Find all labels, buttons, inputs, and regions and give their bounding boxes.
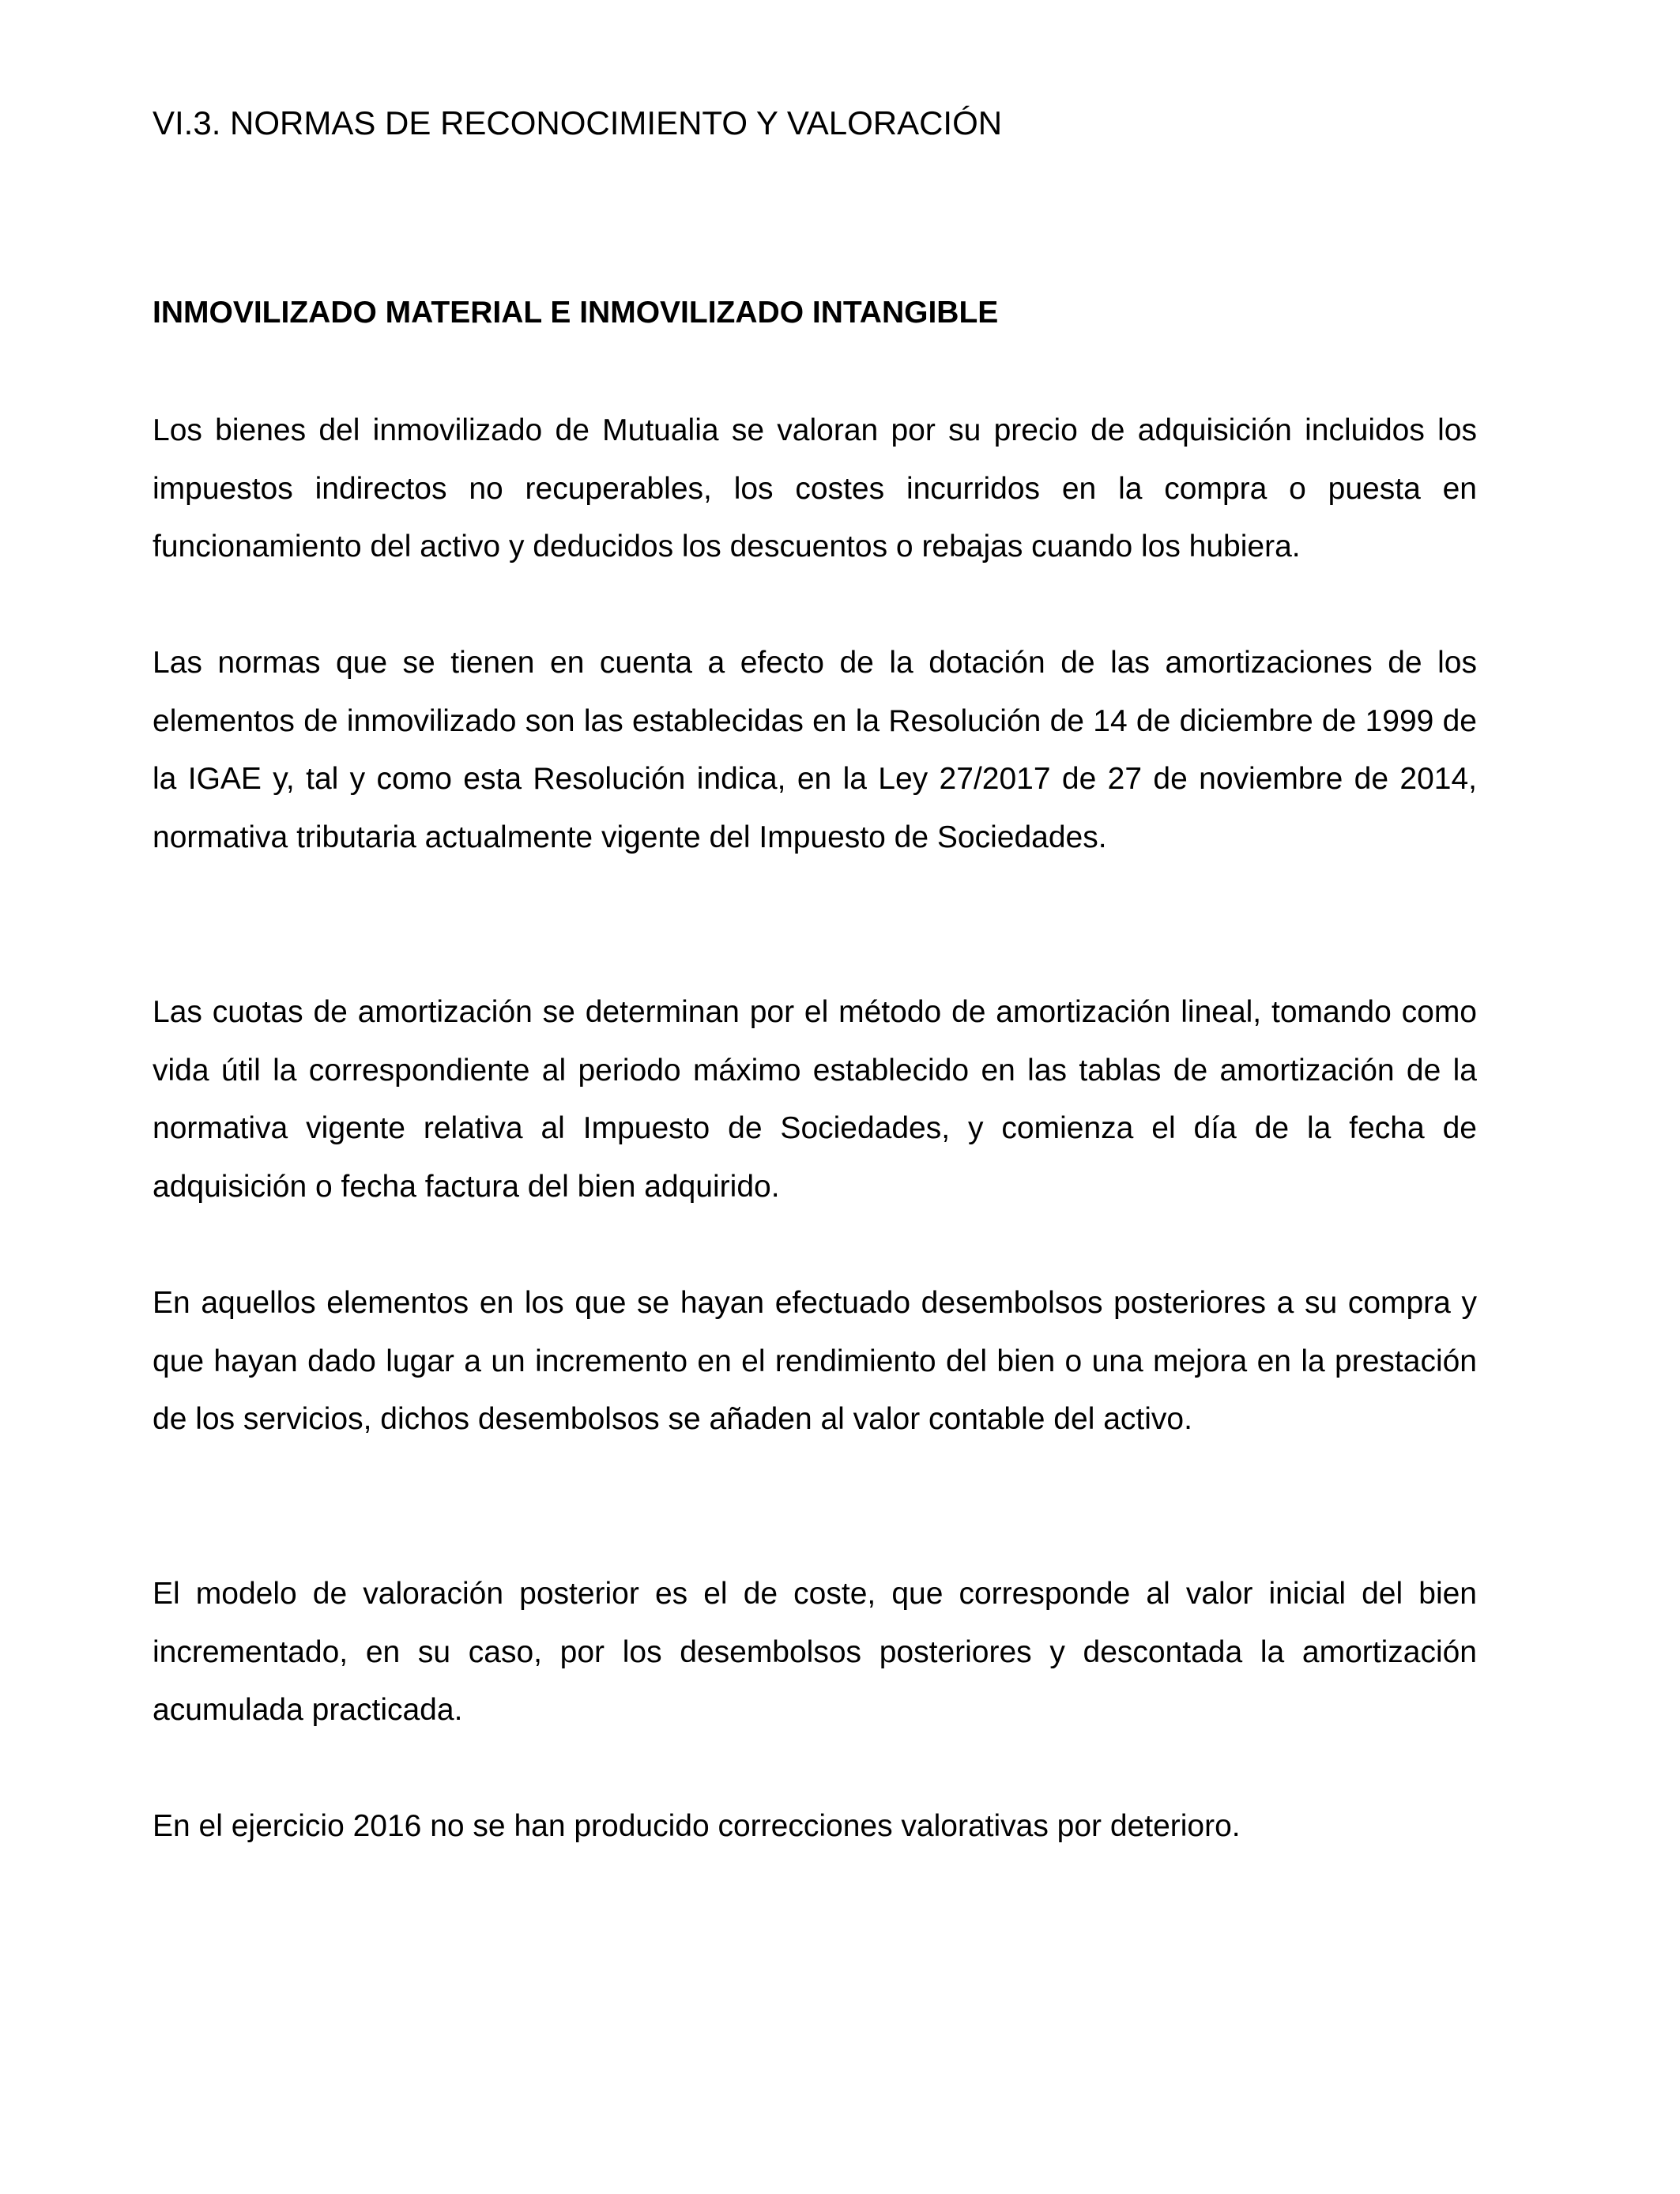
- section-heading: VI.3. NORMAS DE RECONOCIMIENTO Y VALORACIÓN: [153, 104, 1003, 141]
- paragraph-acquisition-valuation: Los bienes del inmovilizado de Mutualia se valoran por su precio de adquisición incluidos los impuestos indirectos no recuperables, los costes incurridos en la compra o puesta en funcionamiento del activo y deducidos los descuentos o rebajas cuando los hubiera.: [153, 413, 1477, 564]
- paragraph-impairment: En el ejercicio 2016 no se han producido correcciones valorativas por deterioro.: [153, 1809, 1241, 1843]
- paragraph-subsequent-valuation: El modelo de valoración posterior es el de coste, que corresponde al valor inicial del bien incrementado, en su caso, por los desembolsos posteriores y descontada la amortización acumulada practicada.: [153, 1577, 1477, 1727]
- paragraph-subsequent-expenditure: En aquellos elementos en los que se hayan efectuado desembolsos posteriores a su compra y que hayan dado lugar a un incremento en el rendimiento del bien o una mejora en la prestación de los servicios, dichos desembolsos se añaden al valor contable del activo.: [153, 1286, 1477, 1436]
- paragraph-depreciation-rules: Las normas que se tienen en cuenta a efecto de la dotación de las amortizaciones de los elementos de inmovilizado son las establecidas en la Resolución de 14 de diciembre de 1999 de la IGAE y, tal y como esta Resolución indica, en la Ley 27/2017 de 27 de noviembre de 2014, normativa tributaria actualmente vigente del Impuesto de Sociedades.: [153, 646, 1477, 854]
- subheading: INMOVILIZADO MATERIAL E INMOVILIZADO INTANGIBLE: [153, 296, 999, 330]
- paragraph-depreciation-method: Las cuotas de amortización se determinan por el método de amortización lineal, tomando como vida útil la correspondiente al periodo máximo establecido en las tablas de amortización de la normativa vigente relativa al Impuesto de Sociedades, y comienza el día de la fecha de adquisición o fecha factura del bien adquirido.: [153, 995, 1477, 1204]
